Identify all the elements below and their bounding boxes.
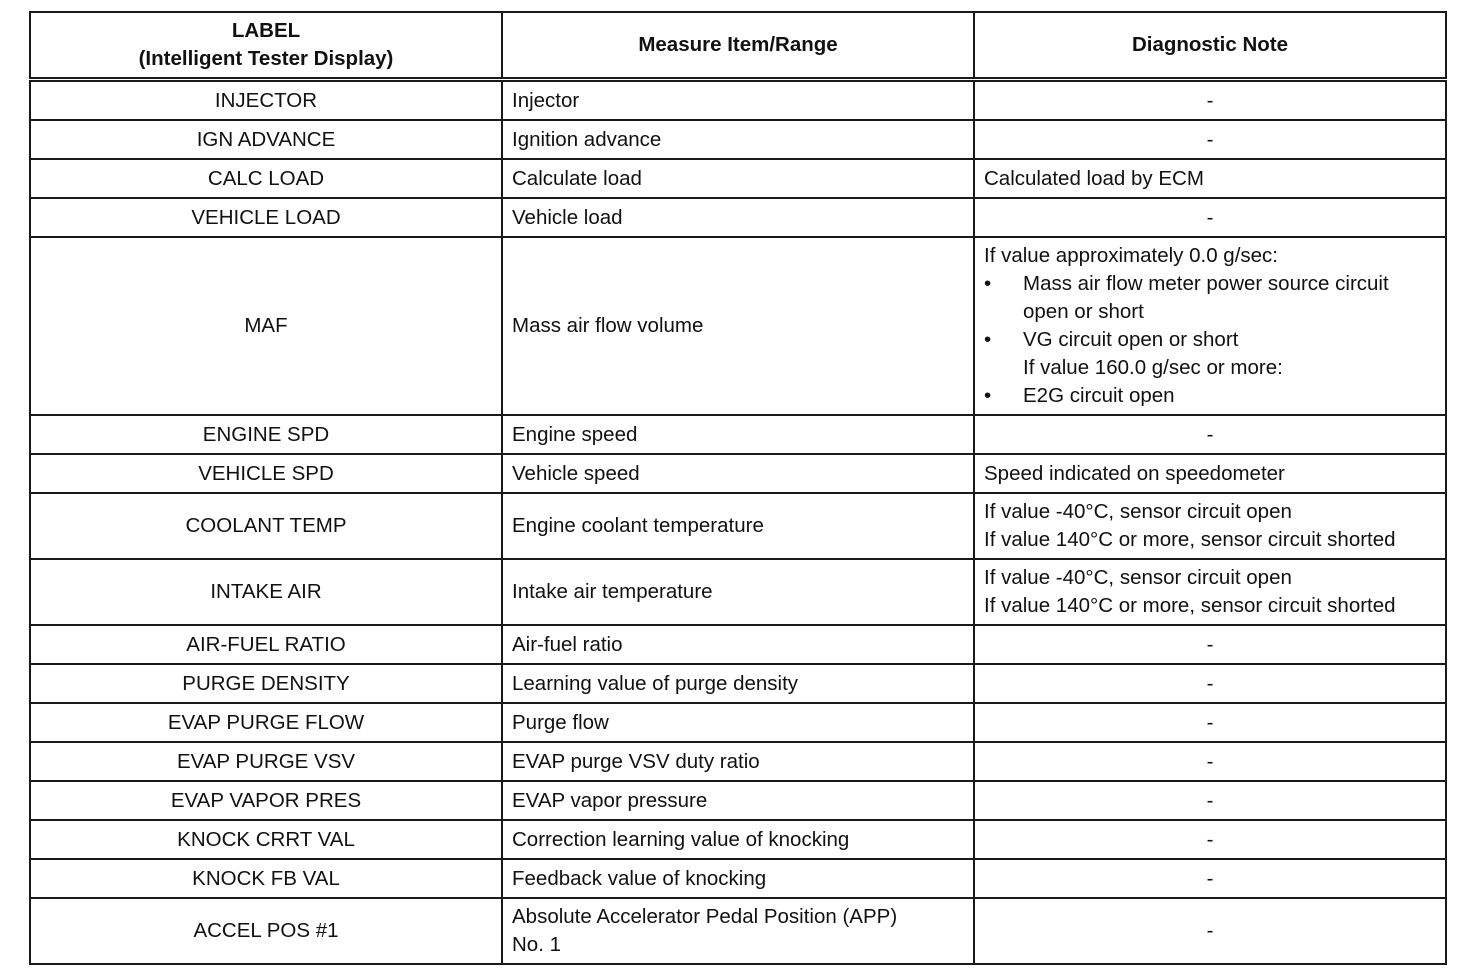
header-label-title: LABEL xyxy=(231,19,301,42)
row-label: COOLANT TEMP xyxy=(30,493,502,559)
bullet-icon: • xyxy=(984,272,992,295)
row-label: CALC LOAD xyxy=(30,159,502,198)
header-label-subtitle: (Intelligent Tester Display) xyxy=(138,47,394,70)
row-measure-item: Engine speed xyxy=(502,415,974,454)
note-line: If value 140°C or more, sensor circuit shorted xyxy=(984,528,1396,551)
row-measure-item: Air-fuel ratio xyxy=(502,625,974,664)
row-label: PURGE DENSITY xyxy=(30,664,502,703)
row-diagnostic-note xyxy=(974,237,1446,415)
row-diagnostic-note: - xyxy=(974,198,1446,237)
row-label: KNOCK CRRT VAL xyxy=(30,820,502,859)
row-diagnostic-note: - xyxy=(974,120,1446,159)
row-measure-item: Vehicle speed xyxy=(502,454,974,493)
header-label xyxy=(30,12,502,80)
row-diagnostic-note: - xyxy=(974,415,1446,454)
header-diagnostic-note: Diagnostic Note xyxy=(974,12,1446,80)
row-diagnostic-note: - xyxy=(974,898,1446,964)
table-row xyxy=(30,80,1446,121)
row-diagnostic-note: - xyxy=(974,703,1446,742)
row-measure-item: EVAP purge VSV duty ratio xyxy=(502,742,974,781)
row-diagnostic-note: Speed indicated on speedometer xyxy=(974,454,1446,493)
row-label: EVAP PURGE FLOW xyxy=(30,703,502,742)
note-bullet xyxy=(984,270,1436,326)
row-diagnostic-note xyxy=(974,559,1446,625)
table-row xyxy=(30,159,1446,198)
row-measure-item: Purge flow xyxy=(502,703,974,742)
table-header xyxy=(30,12,1446,80)
row-label: IGN ADVANCE xyxy=(30,120,502,159)
table-body xyxy=(30,80,1446,965)
table-row xyxy=(30,120,1446,159)
note-line: If value -40°C, sensor circuit open xyxy=(984,566,1292,589)
note-line: If value -40°C, sensor circuit open xyxy=(984,500,1292,523)
row-measure-item: Ignition advance xyxy=(502,120,974,159)
row-measure-item: Mass air flow volume xyxy=(502,237,974,415)
row-measure-item: Vehicle load xyxy=(502,198,974,237)
table-row xyxy=(30,859,1446,898)
row-label: VEHICLE LOAD xyxy=(30,198,502,237)
note-sub-condition: If value 160.0 g/sec or more: xyxy=(1023,356,1283,379)
note-bullet-text: Mass air flow meter power source circuit open or short xyxy=(1023,272,1389,323)
bullet-icon: • xyxy=(984,384,992,407)
row-diagnostic-note: Calculated load by ECM xyxy=(974,159,1446,198)
row-diagnostic-note: - xyxy=(974,742,1446,781)
note-bullet xyxy=(984,382,1436,410)
row-measure-item xyxy=(502,898,974,964)
measure-item-line: No. 1 xyxy=(512,933,561,956)
row-measure-item: Injector xyxy=(502,80,974,121)
row-measure-item: Intake air temperature xyxy=(502,559,974,625)
row-label: EVAP PURGE VSV xyxy=(30,742,502,781)
table-row xyxy=(30,415,1446,454)
table-row xyxy=(30,237,1446,415)
table-row xyxy=(30,898,1446,964)
row-measure-item: Correction learning value of knocking xyxy=(502,820,974,859)
row-label: VEHICLE SPD xyxy=(30,454,502,493)
row-label: INJECTOR xyxy=(30,80,502,121)
row-measure-item: Engine coolant temperature xyxy=(502,493,974,559)
measure-item-line: Absolute Accelerator Pedal Position (APP) xyxy=(512,905,898,928)
diagnostic-data-table xyxy=(29,11,1447,965)
table-row xyxy=(30,703,1446,742)
row-label: INTAKE AIR xyxy=(30,559,502,625)
row-diagnostic-note: - xyxy=(974,664,1446,703)
row-diagnostic-note: - xyxy=(974,625,1446,664)
row-diagnostic-note xyxy=(974,493,1446,559)
table-row xyxy=(30,454,1446,493)
note-bullet xyxy=(984,326,1436,354)
row-measure-item: Learning value of purge density xyxy=(502,664,974,703)
row-label: MAF xyxy=(30,237,502,415)
row-label: KNOCK FB VAL xyxy=(30,859,502,898)
table-row xyxy=(30,198,1446,237)
table-row xyxy=(30,781,1446,820)
row-label: ENGINE SPD xyxy=(30,415,502,454)
table-row xyxy=(30,820,1446,859)
table-row xyxy=(30,559,1446,625)
header-measure-item: Measure Item/Range xyxy=(502,12,974,80)
row-label: ACCEL POS #1 xyxy=(30,898,502,964)
table-row xyxy=(30,493,1446,559)
row-diagnostic-note: - xyxy=(974,859,1446,898)
row-diagnostic-note: - xyxy=(974,80,1446,121)
row-measure-item: Calculate load xyxy=(502,159,974,198)
note-line: If value 140°C or more, sensor circuit shorted xyxy=(984,594,1396,617)
note-intro: If value approximately 0.0 g/sec: xyxy=(984,244,1278,267)
table-row xyxy=(30,664,1446,703)
bullet-icon: • xyxy=(984,328,992,351)
row-diagnostic-note: - xyxy=(974,781,1446,820)
note-bullet-text: E2G circuit open xyxy=(1023,384,1175,407)
row-label: AIR-FUEL RATIO xyxy=(30,625,502,664)
row-label: EVAP VAPOR PRES xyxy=(30,781,502,820)
header-row xyxy=(30,12,1446,80)
note-bullet-text: VG circuit open or short xyxy=(1023,328,1239,351)
table-row xyxy=(30,742,1446,781)
row-diagnostic-note: - xyxy=(974,820,1446,859)
row-measure-item: EVAP vapor pressure xyxy=(502,781,974,820)
table-row xyxy=(30,625,1446,664)
row-measure-item: Feedback value of knocking xyxy=(502,859,974,898)
